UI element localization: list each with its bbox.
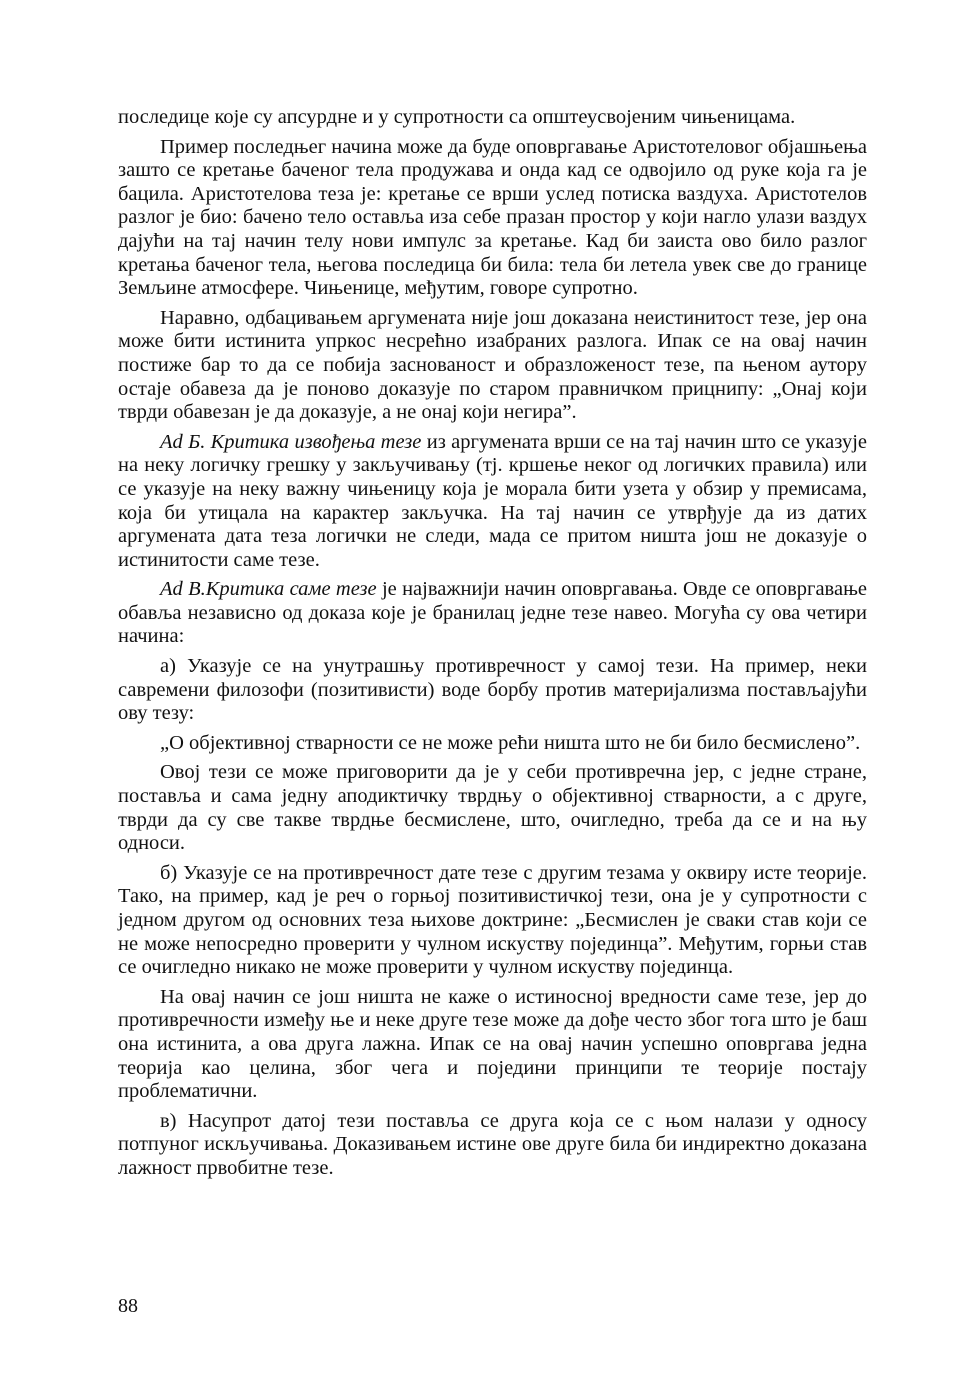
paragraph-truth-value <box>118 986 867 1104</box>
body-text <box>118 106 867 1181</box>
paragraph-text: из аргумената врши се на тај начин што се указује на неку логичку грешку у закључивању (тј. кршење неког од логичких правила) или се указује на неку важну чињеницу која је морала бити узета у обзир у премисама, која би утицала на карактер закључка. На тај начин се утврђује да из датих аргумената дата теза логички не следи, мада се притом ништа још не доказује о истинитости саме тезе. <box>118 430 867 571</box>
paragraph-critique-of-derivation <box>118 431 867 573</box>
paragraph-italic-heading: Ad В.Критика саме тезе <box>160 578 377 601</box>
page-number: 88 <box>118 1295 138 1317</box>
paragraph-aristotle-example <box>118 136 867 301</box>
paragraph-text: последице које су апсурдне и у супротности са општеусвојеним чињеницама. <box>118 106 796 128</box>
paragraph-rejection-of-arguments <box>118 307 867 425</box>
paragraph-continuation <box>118 106 867 130</box>
paragraph-text: Пример последњег начина може да буде оповргавање Аристотеловог објашњења зашто се кретање баченог тела продужава и онда кад се одвојило од руке која га је бацила. Аристотелова теза је: кретање се врши услед потиска ваздуха. Аристотелов разлог је био: бачено тело оставља иза себе празан простор у који нагло улази ваздух дајући на тај начин телу нови импулс за кретање. Кад би заиста ово било разлог кретања баченог тела, његова последица би била: тела би летела увек све до границе Земљине атмосфере. Чињенице, међутим, говоре супротно. <box>118 135 867 300</box>
paragraph-text: Наравно, одбацивањем аргумената није још доказана неистинитост тезе, јер она може бити истинита упркос несрећно изабраних разлога. Ипак се на овај начин постиже бар то да се побија заснованост и образложеност тезе, па њеном аутору остаје обавеза да је поново доказује по старом правничком прицнипу: „Онај који тврди обавезан је да доказује, а не онај који негира”. <box>118 306 867 424</box>
paragraph-text: Овој тези се може приговорити да је у себи противречна јер, с једне стране, поставља и сама једну аподиктичку тврдњу о објективној стварности, а с друге, тврди да су све такве тврдње бесмислене, што, очигледно, треба да се и на њу односи. <box>118 761 867 855</box>
paragraph-italic-heading: Ad Б. Критика извођења тезе <box>160 430 422 453</box>
paragraph-text: в) Насупрот датој тези поставља се друга која се с њом налази у односу потпуног искључивања. Доказивањем истине ове друге била би индиректно доказана лажност првобитне тезе. <box>118 1109 867 1179</box>
paragraph-objection <box>118 761 867 855</box>
paragraph-text: б) Указује се на противречност дате тезе с другим тезама у оквиру исте теорије. Тако, на пример, кад је реч о горњој позитивистичкој тези, она је у супротности с једном другом од основних теза њихове доктрине: „Бесмислен је сваки став који се не може непосредно проверити у чулном искуству појединца”. Међутим, горњи став се очигледно никако не може проверити у чулном искуству појединца. <box>118 861 867 979</box>
paragraph-quoted-thesis <box>118 732 867 756</box>
paragraph-method-c <box>118 1110 867 1181</box>
paragraph-critique-of-thesis <box>118 578 867 649</box>
paragraph-text: је најважнији начин оповргавања. Овде се оповргавање обавља независно од доказа које је бранилац једне тезе навео. Могућа су ова четири начина: <box>118 578 867 648</box>
paragraph-text: а) Указује се на унутрашњу противречност у самој тези. На пример, неки савремени филозофи (позитивисти) воде борбу против материјализма постављајући ову тезу: <box>118 655 867 725</box>
paragraph-method-b <box>118 862 867 980</box>
paragraph-method-a <box>118 655 867 726</box>
paragraph-text: „О објективној стварности се не може рећи ништа што не би било бесмислено”. <box>160 731 861 754</box>
paragraph-text: На овај начин се још ништа не каже о истиносној вредности саме тезе, јер до противречности између ње и неке друге тезе може да дође често због тога што је баш она истинита, а ова друга лажна. Ипак се на овај начин успешно оповргава једна теорија као целина, због чега и поједини принципи те теорије постају проблематични. <box>118 985 867 1103</box>
page-body <box>118 106 867 1187</box>
